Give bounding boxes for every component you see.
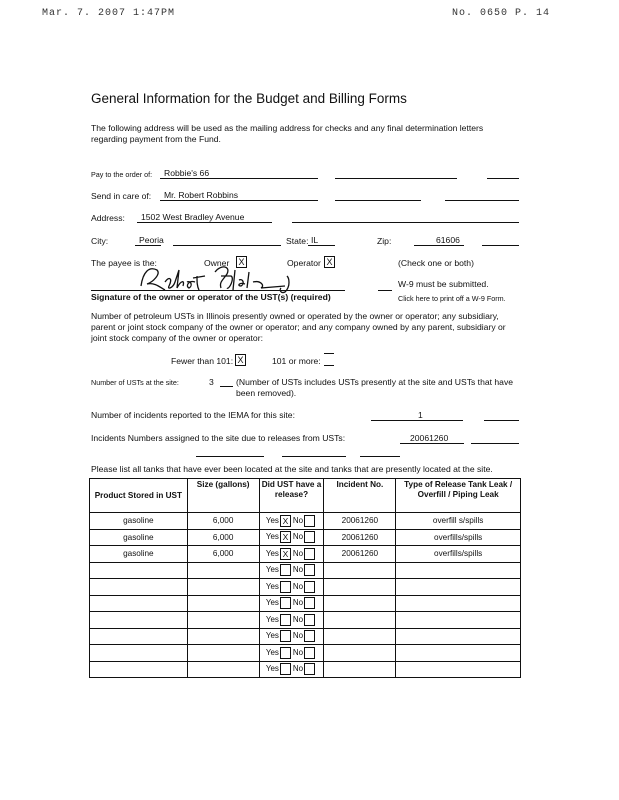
pay-to-value[interactable]: Robbie's 66 [164, 168, 210, 178]
table-row [90, 595, 521, 612]
no-label: No [292, 532, 304, 542]
yes-label: Yes [265, 664, 279, 674]
zip-value[interactable]: 61606 [436, 235, 460, 245]
owner-checkbox[interactable]: X [236, 256, 247, 268]
incident-cell[interactable] [324, 645, 396, 662]
header-release-type: Type of Release Tank Leak / Overfill / Piping Leak [396, 479, 521, 513]
size-cell[interactable] [187, 579, 259, 596]
yes-label: Yes [265, 631, 279, 641]
release-type-cell[interactable] [396, 612, 521, 629]
incident-cell[interactable] [324, 595, 396, 612]
incident-numbers-value[interactable]: 20061260 [410, 433, 449, 443]
no-checkbox[interactable] [304, 647, 315, 659]
size-cell[interactable]: 6,000 [187, 546, 259, 563]
size-cell[interactable]: 6,000 [187, 513, 259, 530]
incident-cell[interactable] [324, 579, 396, 596]
signature-caption: Signature of the owner or operator of the UST(s) (required) [91, 292, 331, 302]
usts-note: (Number of USTs includes USTs presently at the site and USTs that have been removed). [236, 377, 514, 398]
fewer-label: Fewer than 101: [171, 356, 234, 366]
operator-checkbox[interactable]: X [324, 256, 335, 268]
usts-value[interactable]: 3 [209, 377, 214, 387]
table-row [90, 628, 521, 645]
no-label: No [292, 631, 304, 641]
no-label: No [292, 647, 304, 657]
table-row [90, 579, 521, 596]
address-label: Address: [91, 213, 125, 223]
product-cell[interactable] [90, 628, 188, 645]
incidents-count-label: Number of incidents reported to the IEMA for this site: [91, 410, 295, 420]
tanks-table [89, 478, 521, 678]
city-value[interactable]: Peoria [139, 235, 164, 245]
yes-label: Yes [265, 647, 279, 657]
release-cell [259, 546, 324, 563]
no-label: No [292, 548, 304, 558]
release-cell [259, 645, 324, 662]
release-type-cell[interactable] [396, 661, 521, 678]
yes-checkbox[interactable] [280, 597, 291, 609]
yes-label: Yes [265, 565, 279, 575]
no-checkbox[interactable] [304, 564, 315, 576]
product-cell[interactable]: gasoline [90, 513, 188, 530]
incident-cell[interactable]: 20061260 [324, 513, 396, 530]
product-cell[interactable]: gasoline [90, 546, 188, 563]
release-cell [259, 579, 324, 596]
owner-label: Owner [204, 258, 230, 268]
incident-numbers-label: Incidents Numbers assigned to the site due to releases from USTs: [91, 433, 346, 443]
size-cell[interactable] [187, 595, 259, 612]
header-incident: Incident No. [324, 479, 396, 513]
operator-label: Operator [287, 258, 321, 268]
release-type-cell[interactable] [396, 645, 521, 662]
incident-cell[interactable]: 20061260 [324, 529, 396, 546]
product-cell[interactable] [90, 661, 188, 678]
no-label: No [292, 581, 304, 591]
release-type-cell[interactable]: overfill s/spills [396, 513, 521, 530]
no-label: No [292, 614, 304, 624]
yes-checkbox[interactable] [280, 663, 291, 675]
product-cell[interactable]: gasoline [90, 529, 188, 546]
yes-checkbox[interactable] [280, 564, 291, 576]
size-cell[interactable]: 6,000 [187, 529, 259, 546]
no-checkbox[interactable] [304, 581, 315, 593]
size-cell[interactable] [187, 661, 259, 678]
table-row [90, 661, 521, 678]
table-row [90, 513, 521, 530]
care-of-label: Send in care of: [91, 191, 152, 201]
no-label: No [292, 515, 304, 525]
release-type-cell[interactable]: overfills/spills [396, 546, 521, 563]
fax-header-page: No. 0650 P. 14 [452, 8, 551, 19]
table-row [90, 612, 521, 629]
yes-checkbox[interactable] [280, 614, 291, 626]
release-type-cell[interactable] [396, 628, 521, 645]
release-cell [259, 562, 324, 579]
incidents-count-value[interactable]: 1 [418, 410, 423, 420]
yes-label: Yes [265, 581, 279, 591]
incident-cell[interactable] [324, 661, 396, 678]
yes-label: Yes [265, 548, 279, 558]
table-row [90, 645, 521, 662]
no-checkbox[interactable] [304, 663, 315, 675]
yes-label: Yes [265, 614, 279, 624]
w9-note: W-9 must be submitted. [398, 279, 489, 289]
intro-text: The following address will be used as the mailing address for checks and any final determination letters regarding payment from the Fund. [91, 123, 484, 144]
city-label: City: [91, 236, 109, 246]
header-release: Did UST have a release? [259, 479, 324, 513]
incident-cell[interactable] [324, 612, 396, 629]
no-checkbox[interactable] [304, 630, 315, 642]
yes-checkbox[interactable] [280, 647, 291, 659]
no-checkbox[interactable] [304, 515, 315, 527]
list-instruction: Please list all tanks that have ever been located at the site and tanks that are presently located at the site. [91, 464, 493, 474]
yes-checkbox[interactable] [280, 581, 291, 593]
more-label: 101 or more: [272, 356, 321, 366]
yes-checkbox[interactable]: X [280, 548, 291, 560]
state-value[interactable]: IL [311, 235, 319, 245]
product-cell[interactable] [90, 579, 188, 596]
w9-link[interactable]: Click here to print off a W-9 Form. [398, 294, 506, 303]
product-cell[interactable] [90, 595, 188, 612]
size-cell[interactable] [187, 562, 259, 579]
release-cell [259, 595, 324, 612]
size-cell[interactable] [187, 628, 259, 645]
page-title: General Information for the Budget and Billing Forms [91, 91, 407, 106]
zip-label: Zip: [377, 236, 392, 246]
no-label: No [292, 664, 304, 674]
product-cell[interactable] [90, 562, 188, 579]
release-type-cell[interactable] [396, 579, 521, 596]
payee-hint: (Check one or both) [398, 258, 474, 268]
fewer-checkbox[interactable]: X [235, 354, 246, 366]
yes-checkbox[interactable]: X [280, 531, 291, 543]
state-label: State: [286, 236, 309, 246]
petroleum-text: Number of petroleum USTs in Illinois presently owned or operated by the owner or operator; any subsidiary, parent or joint stock company of the owner or operator; and any company owned by any parent, subsidiary or joint stock company of the owner or operator: [91, 311, 506, 343]
no-label: No [292, 598, 304, 608]
no-checkbox[interactable] [304, 548, 315, 560]
release-cell [259, 612, 324, 629]
product-cell[interactable] [90, 612, 188, 629]
release-cell [259, 529, 324, 546]
usts-label: Number of USTs at the site: [91, 378, 179, 387]
yes-label: Yes [265, 598, 279, 608]
table-row [90, 562, 521, 579]
yes-checkbox[interactable]: X [280, 515, 291, 527]
table-row [90, 529, 521, 546]
care-of-value[interactable]: Mr. Robert Robbins [164, 190, 239, 200]
table-row [90, 546, 521, 563]
release-cell [259, 628, 324, 645]
incident-cell[interactable] [324, 562, 396, 579]
no-label: No [292, 565, 304, 575]
size-cell[interactable] [187, 612, 259, 629]
size-cell[interactable] [187, 645, 259, 662]
release-cell [259, 513, 324, 530]
release-type-cell[interactable] [396, 595, 521, 612]
yes-label: Yes [265, 532, 279, 542]
release-type-cell[interactable] [396, 562, 521, 579]
release-type-cell[interactable]: overfills/spills [396, 529, 521, 546]
header-product: Product Stored in UST [90, 479, 188, 513]
incident-cell[interactable] [324, 628, 396, 645]
no-checkbox[interactable] [304, 614, 315, 626]
product-cell[interactable] [90, 645, 188, 662]
header-size: Size (gallons) [187, 479, 259, 513]
no-checkbox[interactable] [304, 597, 315, 609]
release-cell [259, 661, 324, 678]
yes-checkbox[interactable] [280, 630, 291, 642]
incident-cell[interactable]: 20061260 [324, 546, 396, 563]
address-value[interactable]: 1502 West Bradley Avenue [141, 212, 245, 222]
no-checkbox[interactable] [304, 531, 315, 543]
yes-label: Yes [265, 515, 279, 525]
fax-header-date: Mar. 7. 2007 1:47PM [42, 8, 176, 19]
payee-label: The payee is the: [91, 258, 157, 268]
pay-to-label: Pay to the order of: [91, 170, 153, 179]
